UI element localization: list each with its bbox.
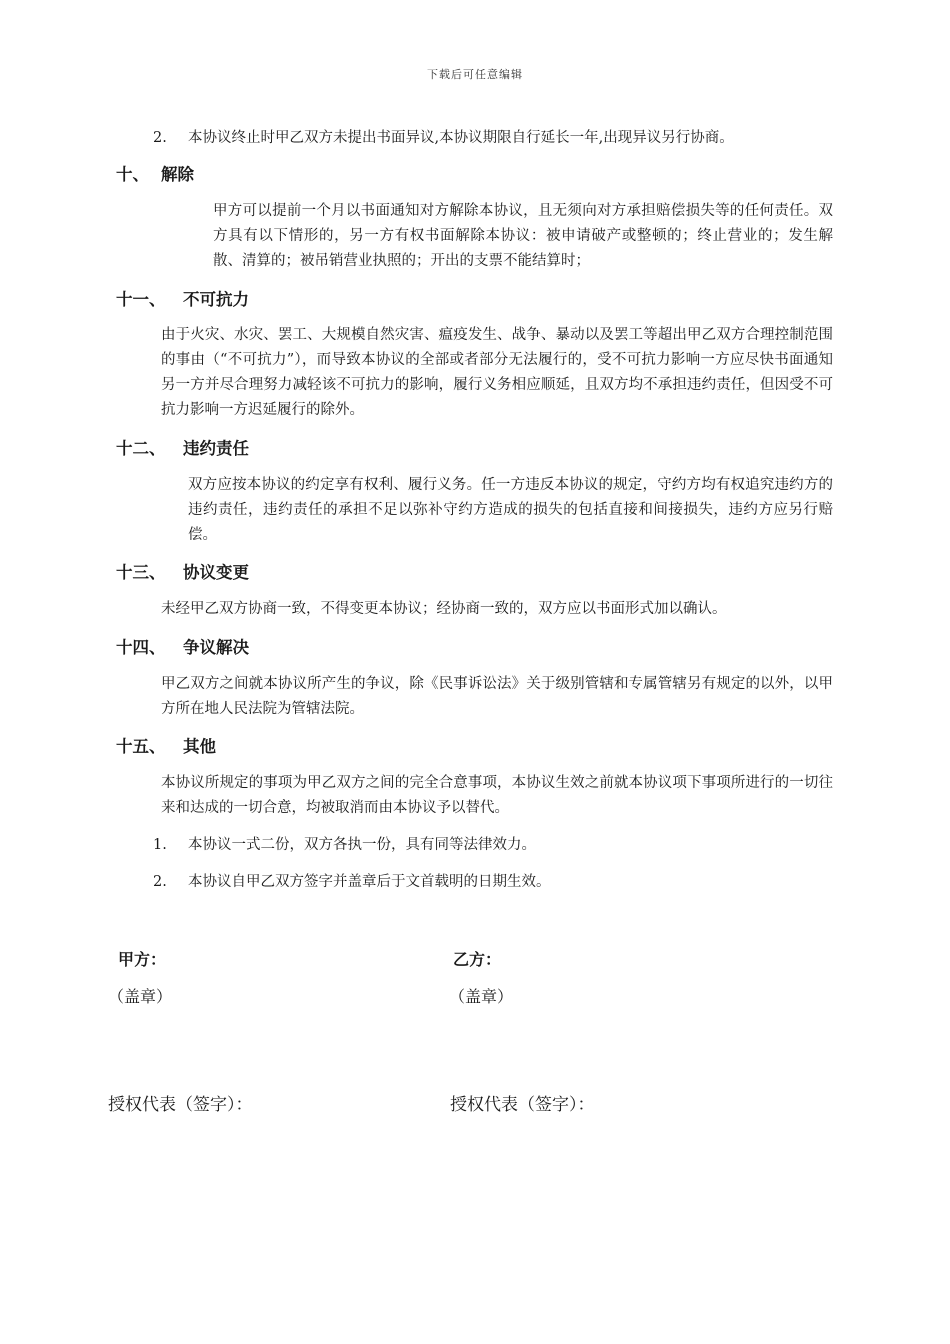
item-text: 本协议一式二份，双方各执一份，具有同等法律效力。 (188, 837, 536, 853)
party-b-label: 乙方： (453, 950, 502, 969)
party-b-seal: （盖章） (449, 987, 514, 1006)
section-body-13: 未经甲乙双方协商一致，不得变更本协议；经协商一致的，双方应以书面形式加以确认。 (161, 601, 727, 617)
item-number: 2. (153, 130, 167, 146)
section-title: 解除 (161, 165, 194, 184)
section-body-15: 本协议所规定的事项为甲乙双方之间的完全合意事项，本协议生效之前就本协议项下事项所进行的一切往来和达成的一切合意，均被取消而由本协议予以替代。 (161, 775, 833, 816)
section-title: 不可抗力 (183, 290, 249, 309)
section-number: 十二、 (116, 439, 166, 458)
header-note: 下载后可任意编辑 (427, 68, 523, 81)
item-text: 本协议自甲乙双方签字并盖章后于文首载明的日期生效。 (188, 874, 551, 890)
item-number: 1. (153, 837, 167, 853)
section-title: 争议解决 (183, 638, 249, 657)
section-title: 协议变更 (183, 563, 249, 582)
section-title: 违约责任 (183, 439, 249, 458)
party-a-seal: （盖章） (108, 987, 173, 1006)
section-body-14: 甲乙双方之间就本协议所产生的争议，除《民事诉讼法》关于级别管辖和专属管辖另有规定的以外，以甲方所在地人民法院为管辖法院。 (161, 676, 833, 717)
section-number: 十、 (116, 165, 149, 184)
party-a-representative: 授权代表（签字）： (108, 1095, 253, 1115)
item-number: 2. (153, 874, 167, 890)
section-number: 十一、 (116, 290, 166, 309)
section-number: 十四、 (116, 638, 166, 657)
party-b-representative: 授权代表（签字）： (450, 1095, 595, 1115)
party-a-label: 甲方： (118, 950, 167, 969)
section-body-11: 由于火灾、水灾、罢工、大规模自然灾害、瘟疫发生、战争、暴动以及罢工等超出甲乙双方合理控制范围的事由（“不可抗力”），而导致本协议的全部或者部分无法履行的，受不可抗力影响一方应尽快书面通知另一方并尽合理努力减轻该不可抗力的影响，履行义务相应顺延，且双方均不承担违约责任，但因受不可抗力影响一方迟延履行的除外。 (161, 327, 833, 418)
section-number: 十五、 (116, 737, 166, 756)
section-number: 十三、 (116, 563, 166, 582)
section-body-10: 甲方可以提前一个月以书面通知对方解除本协议，且无须向对方承担赔偿损失等的任何责任。双方具有以下情形的，另一方有权书面解除本协议：被申请破产或整顿的；终止营业的；发生解散、清算的；被吊销营业执照的；开出的支票不能结算时； (213, 203, 833, 269)
section-body-12: 双方应按本协议的约定享有权利、履行义务。任一方违反本协议的规定，守约方均有权追究违约方的违约责任，违约责任的承担不足以弥补守约方造成的损失的包括直接和间接损失，违约方应另行赔偿。 (188, 477, 833, 543)
section-title: 其他 (183, 737, 216, 756)
item-text: 本协议终止时甲乙双方未提出书面异议,本协议期限自行延长一年,出现异议另行协商。 (188, 130, 734, 146)
